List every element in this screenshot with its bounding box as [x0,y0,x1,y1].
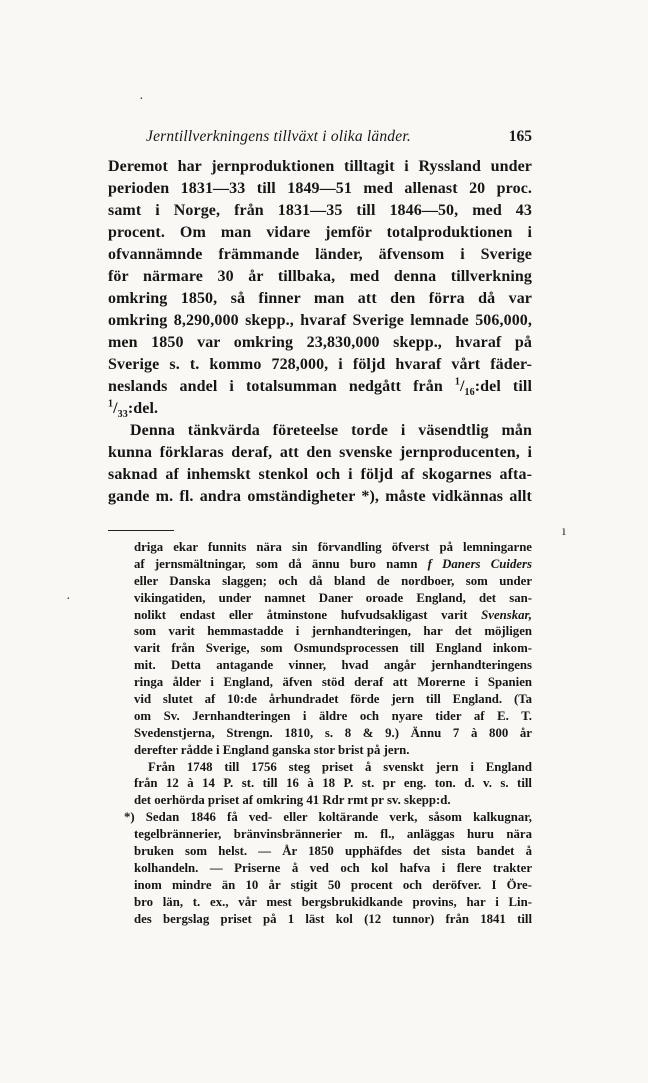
footnote-line: vid slutet af 10:de århundradet förde jern till England. (Ta [134,692,532,707]
text-line: Deremot har jernproduktionen tilltagit i Ryssland under [108,158,532,175]
footnote-line: inom mindre än 10 år stigit 50 procent och deröfver. I Öre- [134,877,532,892]
footnote-line: ringa ålder i England, äfven stöd deraf att Morerne i Spanien [134,675,532,690]
text-line: saknad af inhemskt stenkol och i följd af skogarnes afta- [108,466,532,483]
ink-speck: · [139,92,144,107]
footnote-line: mit. Detta antagande vinner, hvad angår jernhandteringens [134,658,532,673]
text-line: Sverige s. t. kommo 728,000, i följd hvaraf vårt fäder- [108,356,532,373]
paragraph-2 [108,420,532,508]
text-line: ofvannämnde främmande länder, äfvensom i Sverige [108,246,532,263]
footnote-line: det oerhörda priset af omkring 41 Rdr rmt pr sv. skepp:d. [134,793,451,808]
footnote-line: kolhandeln. — Priserne å ved och kol hafva i flere trakter [134,860,532,875]
fraction-denominator: 16 [464,387,475,399]
footnote-line: som varit hemmastadde i jernhandteringen, har det möjligen [134,624,532,639]
text-line: omkring 1850, så finner man att den förra då var [108,290,532,307]
text-line: gande m. fl. andra omständigheter *), måste vidkännas allt [108,488,532,505]
text-fragment: :del till [474,378,532,395]
footnote-continued [108,539,532,809]
footnote-line: eller Danska slaggen; och då bland de nordboer, som under [134,573,532,588]
footnote-line: från 12 à 14 P. st. till 16 à 18 P. st. pr eng. ton. d. v. s. till [134,776,532,791]
ink-speck: ı [562,524,566,539]
text-fragment: af jernsmältningar, som då ännu buro namn [134,556,428,571]
footnote-line: bruken som helst. — År 1850 upphäfdes det sista bandet å [134,844,532,859]
text-line: samt i Norge, från 1831—35 till 1846—50, med 43 [108,202,532,219]
footnote-line [108,607,532,624]
footnote-star [108,809,532,927]
text-fragment: neslands andel i totalsumman nedgått från [108,378,455,395]
text-line: procent. Om man vidare jemför totalproduktionen i [108,224,532,241]
italic-term: Svenskar, [481,607,532,622]
ink-speck: · [66,592,71,607]
text-line-with-fraction: $^1/_{33}:del$. [108,398,159,421]
text-fragment: :del. [127,400,159,417]
text-line: omkring 8,290,000 skepp., hvaraf Sverige lemnade 506,000, [108,312,532,329]
footnote-line: *) Sedan 1846 få ved- eller koltärande verk, såsom kalkugnar, [124,810,532,825]
text-line: Denna tänkvärda företeelse torde i väsendtlig mån [130,422,532,439]
footnote-line [108,556,532,573]
fraction-numerator: 1 [108,398,114,410]
footnote-line: vikingatiden, under namnet Daner oroade England, det san- [134,590,532,605]
footnote-line: derefter rådde i England ganska stor brist på jern. [134,742,410,757]
footnote-line: driga ekar funnits nära sin förvandling öfverst på lemningarne [134,540,532,554]
text-line: men 1850 var omkring 23,830,000 skepp., hvaraf på [108,334,532,351]
running-header [108,128,532,146]
footnote-line: des bergslag priset på 1 läst kol (12 tunnor) från 1841 till [134,911,532,926]
fraction-denominator: 33 [117,409,128,421]
text-line-with-fraction: neslands andel i totalsumman nedgått från $^1/_{16}:del$ till [108,376,532,399]
footnote-line: tegelbrännerier, bränvinsbrännerier m. fl., anläggas huru nära [134,827,532,842]
page-number: 165 [508,128,532,145]
text-fragment: nolikt endast eller åtminstone hufvudsakligast varit [134,607,482,622]
text-line: kunna förklaras deraf, att den svenske jernproducenten, i [108,444,532,461]
footnote-line: Från 1748 till 1756 steg priset å svenskt jern i England [148,759,532,774]
book-page [108,128,532,927]
footnote-rule [108,530,174,531]
fraction-numerator: 1 [454,376,460,388]
running-title: Jerntillverkningens tillväxt i olika länder. [146,128,411,145]
text-line: för närmare 30 år tillbaka, med denna tillverkning [108,268,532,285]
footnote-line: bro län, t. ex., vår mest bergsbrukidkande provins, har i Lin- [134,894,532,909]
text-line: perioden 1831—33 till 1849—51 med allenast 20 proc. [108,180,532,197]
footnote-line: om Sv. Jernhandteringen i äldre och nyare tider af E. T. [134,708,532,723]
footnote-line: varit från Sverige, som Osmundsprocessen till England inkom- [134,641,532,656]
footnote-line: Svedenstjerna, Strengn. 1810, s. 8 & 9.) Ännu 7 à 800 år [134,725,532,740]
italic-term: f Daners Cuiders [427,556,532,571]
paragraph-1 [108,156,532,420]
